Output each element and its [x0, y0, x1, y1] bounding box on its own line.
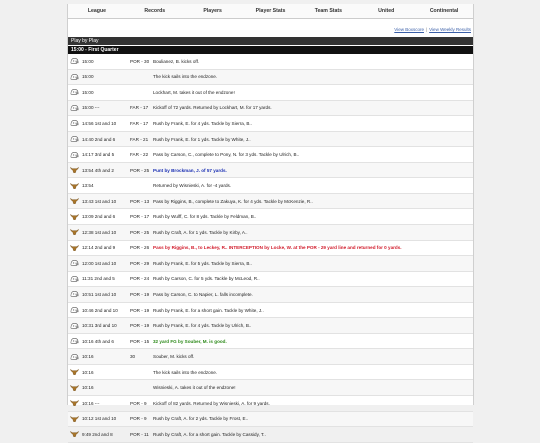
- play-time: 15:00: [82, 89, 94, 95]
- play-time: 9:49 2nd and 8: [82, 431, 113, 437]
- helmet-logo-icon: [70, 135, 79, 143]
- play-position: 30: [130, 354, 136, 360]
- play-time: 13:09 2nd and 6: [82, 214, 116, 220]
- play-description: Kickoff of 82 yards. Returned by Wisnieski, A. for 9 yards.: [153, 400, 270, 406]
- play-row: [68, 241, 473, 257]
- play-row: [68, 287, 473, 303]
- play-position: POR - 29: [130, 260, 150, 266]
- play-row: [68, 85, 473, 101]
- play-description: Rush by Frank, E. for 4 yds. Tackle by Sierra, B..: [153, 120, 252, 126]
- play-description: Souber, M. kicks off.: [153, 354, 195, 360]
- bull-logo-icon: [70, 244, 79, 252]
- play-row: [68, 194, 473, 210]
- nav-players[interactable]: Players: [203, 8, 222, 14]
- nav-league[interactable]: League: [87, 8, 107, 14]
- play-time: 14:40 2nd and 6: [82, 136, 116, 142]
- play-row: [68, 256, 473, 272]
- play-position: POR - 19: [130, 323, 150, 329]
- play-row: [68, 318, 473, 334]
- play-row: [68, 396, 473, 412]
- bull-logo-icon: [70, 415, 79, 423]
- play-row: [68, 334, 473, 350]
- play-time: 10:16 4th and 6: [82, 338, 114, 344]
- play-time: 10:51 1st and 10: [82, 291, 117, 297]
- play-position: FAR - 17: [130, 105, 149, 111]
- helmet-logo-icon: [70, 322, 79, 330]
- play-time: 13:54: [82, 183, 94, 189]
- play-position: POR - 11: [130, 431, 149, 437]
- play-time: 14:56 1st and 10: [82, 120, 117, 126]
- play-position: FAR - 17: [130, 120, 149, 126]
- play-time: 10:16: [82, 369, 94, 375]
- play-time: 10:16: [82, 354, 94, 360]
- result-links: [68, 19, 473, 37]
- play-description: Pass by Carson, C., complete to Pony, N. for 3 yds. Tackle by Ulrich, B..: [153, 152, 300, 158]
- play-time: 10:46 2nd and 10: [82, 307, 118, 313]
- play-time: 12:38 1st and 10: [82, 229, 117, 235]
- play-row: [68, 209, 473, 225]
- play-description: Rush by Frank, E. for 1 yds. Tackle by White, J..: [153, 136, 251, 142]
- play-position: POR - 24: [130, 276, 150, 282]
- play-row: [68, 349, 473, 365]
- play-time: 13:43 1st and 10: [82, 198, 117, 204]
- play-time: 15:00: [82, 58, 94, 64]
- play-description: Rush by Carson, C. for 5 yds. Tackle by McLeod, R..: [153, 276, 260, 282]
- play-time: 15:00 ---: [82, 105, 100, 111]
- play-description: Kickoff of 72 yards. Returned by Lockhart, M. for 17 yards.: [153, 105, 272, 111]
- helmet-logo-icon: [70, 259, 79, 267]
- bull-logo-icon: [70, 182, 79, 190]
- play-position: POR - 9: [130, 400, 147, 406]
- play-time: 12:14 2nd and 9: [82, 245, 116, 251]
- play-time: 10:16 ---: [82, 400, 100, 406]
- helmet-logo-icon: [70, 88, 79, 96]
- play-position: POR - 15: [130, 338, 150, 344]
- play-row: [68, 225, 473, 241]
- play-description: Returned by Wisnieski, A. for -4 yards.: [153, 183, 232, 189]
- helmet-logo-icon: [70, 337, 79, 345]
- play-description: Pass by Riggins, B., to Leckey, R.. INTERCEPTION by Locke, W. at the POR - 29 yard line and returned for 0 yards.: [153, 245, 402, 251]
- play-position: POR - 17: [130, 214, 150, 220]
- play-description: Rush by Wulff, C. for 8 yds. Tackle by Feldman, B..: [153, 214, 257, 220]
- nav-team-stats[interactable]: Team Stats: [314, 8, 343, 14]
- play-row: [68, 178, 473, 194]
- play-position: POR - 25: [130, 167, 150, 173]
- play-description: Pass by Riggins, B., complete to Zakuya, K. for 4 yds. Tackle by McKenzie, R..: [153, 198, 313, 204]
- helmet-logo-icon: [70, 290, 79, 298]
- play-description: Rush by Craft, A. for 1 yds. Tackle by Kirby, A..: [153, 229, 248, 235]
- play-row: [68, 272, 473, 288]
- play-row: [68, 303, 473, 319]
- helmet-logo-icon: [70, 353, 79, 361]
- bull-logo-icon: [70, 197, 79, 205]
- play-row: [68, 365, 473, 381]
- play-row: [68, 101, 473, 117]
- play-position: POR - 30: [130, 58, 150, 64]
- helmet-logo-icon: [70, 151, 79, 159]
- play-time: 10:31 3rd and 10: [82, 323, 117, 329]
- play-description: Rush by Frank, E. for 4 yds. Tackle by Ulrich, B..: [153, 323, 252, 329]
- bull-logo-icon: [70, 166, 79, 174]
- play-description: The kick sails into the endzone.: [153, 74, 218, 80]
- play-row: [68, 116, 473, 132]
- play-row: [68, 380, 473, 396]
- helmet-logo-icon: [70, 119, 79, 127]
- play-description: Rush by Craft, A. for 2 yds. Tackle by Frost, E..: [153, 416, 249, 422]
- play-time: 10:12 1st and 10: [82, 416, 117, 422]
- nav-player-stats[interactable]: Player Stats: [255, 8, 286, 14]
- play-position: POR - 9: [130, 416, 147, 422]
- play-time: 10:16: [82, 385, 94, 391]
- play-position: POR - 19: [130, 291, 150, 297]
- bull-logo-icon: [70, 430, 79, 438]
- bull-logo-icon: [70, 368, 79, 376]
- bull-logo-icon: [70, 399, 79, 407]
- play-description: Rush by Craft, A. for a short gain. Tackle by Cassidy, T..: [153, 431, 266, 437]
- play-description: Punt by Brockman, J. of 57 yards.: [153, 167, 227, 173]
- play-position: FAR - 22: [130, 152, 149, 158]
- section-title: Play by Play: [68, 37, 473, 45]
- bull-logo-icon: [70, 384, 79, 392]
- helmet-logo-icon: [70, 275, 79, 283]
- play-list: [68, 54, 473, 443]
- play-row: [68, 412, 473, 428]
- play-row: [68, 54, 473, 70]
- play-time: 11:31 2nd and 5: [82, 276, 115, 282]
- link-separator: |: [425, 27, 428, 32]
- quarter-title: 15:00 - First Quarter: [68, 46, 473, 54]
- play-time: 14:17 3rd and 5: [82, 152, 115, 158]
- play-row: [68, 163, 473, 179]
- play-description: The kick sails into the endzone.: [153, 369, 218, 375]
- page-container: [67, 4, 474, 437]
- play-position: POR - 13: [130, 198, 150, 204]
- play-position: FAR - 21: [130, 136, 149, 142]
- nav-continental[interactable]: Continental: [429, 8, 459, 14]
- nav-united[interactable]: United: [378, 8, 395, 14]
- view-weekly-results-link[interactable]: View Weekly Results: [429, 27, 471, 32]
- view-boxscore-link[interactable]: View Boxscore: [394, 27, 424, 32]
- play-time: 12:00 1st and 10: [82, 260, 117, 266]
- play-row: [68, 147, 473, 163]
- play-description: Boulianez, B. kicks off.: [153, 58, 200, 64]
- helmet-logo-icon: [70, 57, 79, 65]
- bull-logo-icon: [70, 228, 79, 236]
- play-description: Pass by Carson, C. to Napier, L. falls incomplete.: [153, 291, 253, 297]
- play-position: POR - 19: [130, 307, 150, 313]
- play-time: 15:00: [82, 74, 94, 80]
- main-nav: [68, 4, 473, 19]
- helmet-logo-icon: [70, 104, 79, 112]
- play-description: 32 yard FG by Souber, M. is good.: [153, 338, 227, 344]
- play-row: [68, 427, 473, 443]
- play-description: Rush by Frank, E. for a short gain. Tackle by White, J..: [153, 307, 264, 313]
- play-row: [68, 132, 473, 148]
- nav-records[interactable]: Records: [144, 8, 166, 14]
- play-description: Lockhart, M. takes it out of the endzone!: [153, 89, 235, 95]
- helmet-logo-icon: [70, 73, 79, 81]
- play-description: Rush by Frank, E. for 5 yds. Tackle by Sierra, B..: [153, 260, 252, 266]
- play-time: 13:54 4th and 2: [82, 167, 114, 173]
- play-position: POR - 25: [130, 229, 150, 235]
- play-position: POR - 26: [130, 245, 150, 251]
- bull-logo-icon: [70, 213, 79, 221]
- play-description: Wisnieski, A. takes it out of the endzone!: [153, 385, 236, 391]
- helmet-logo-icon: [70, 306, 79, 314]
- play-row: [68, 70, 473, 86]
